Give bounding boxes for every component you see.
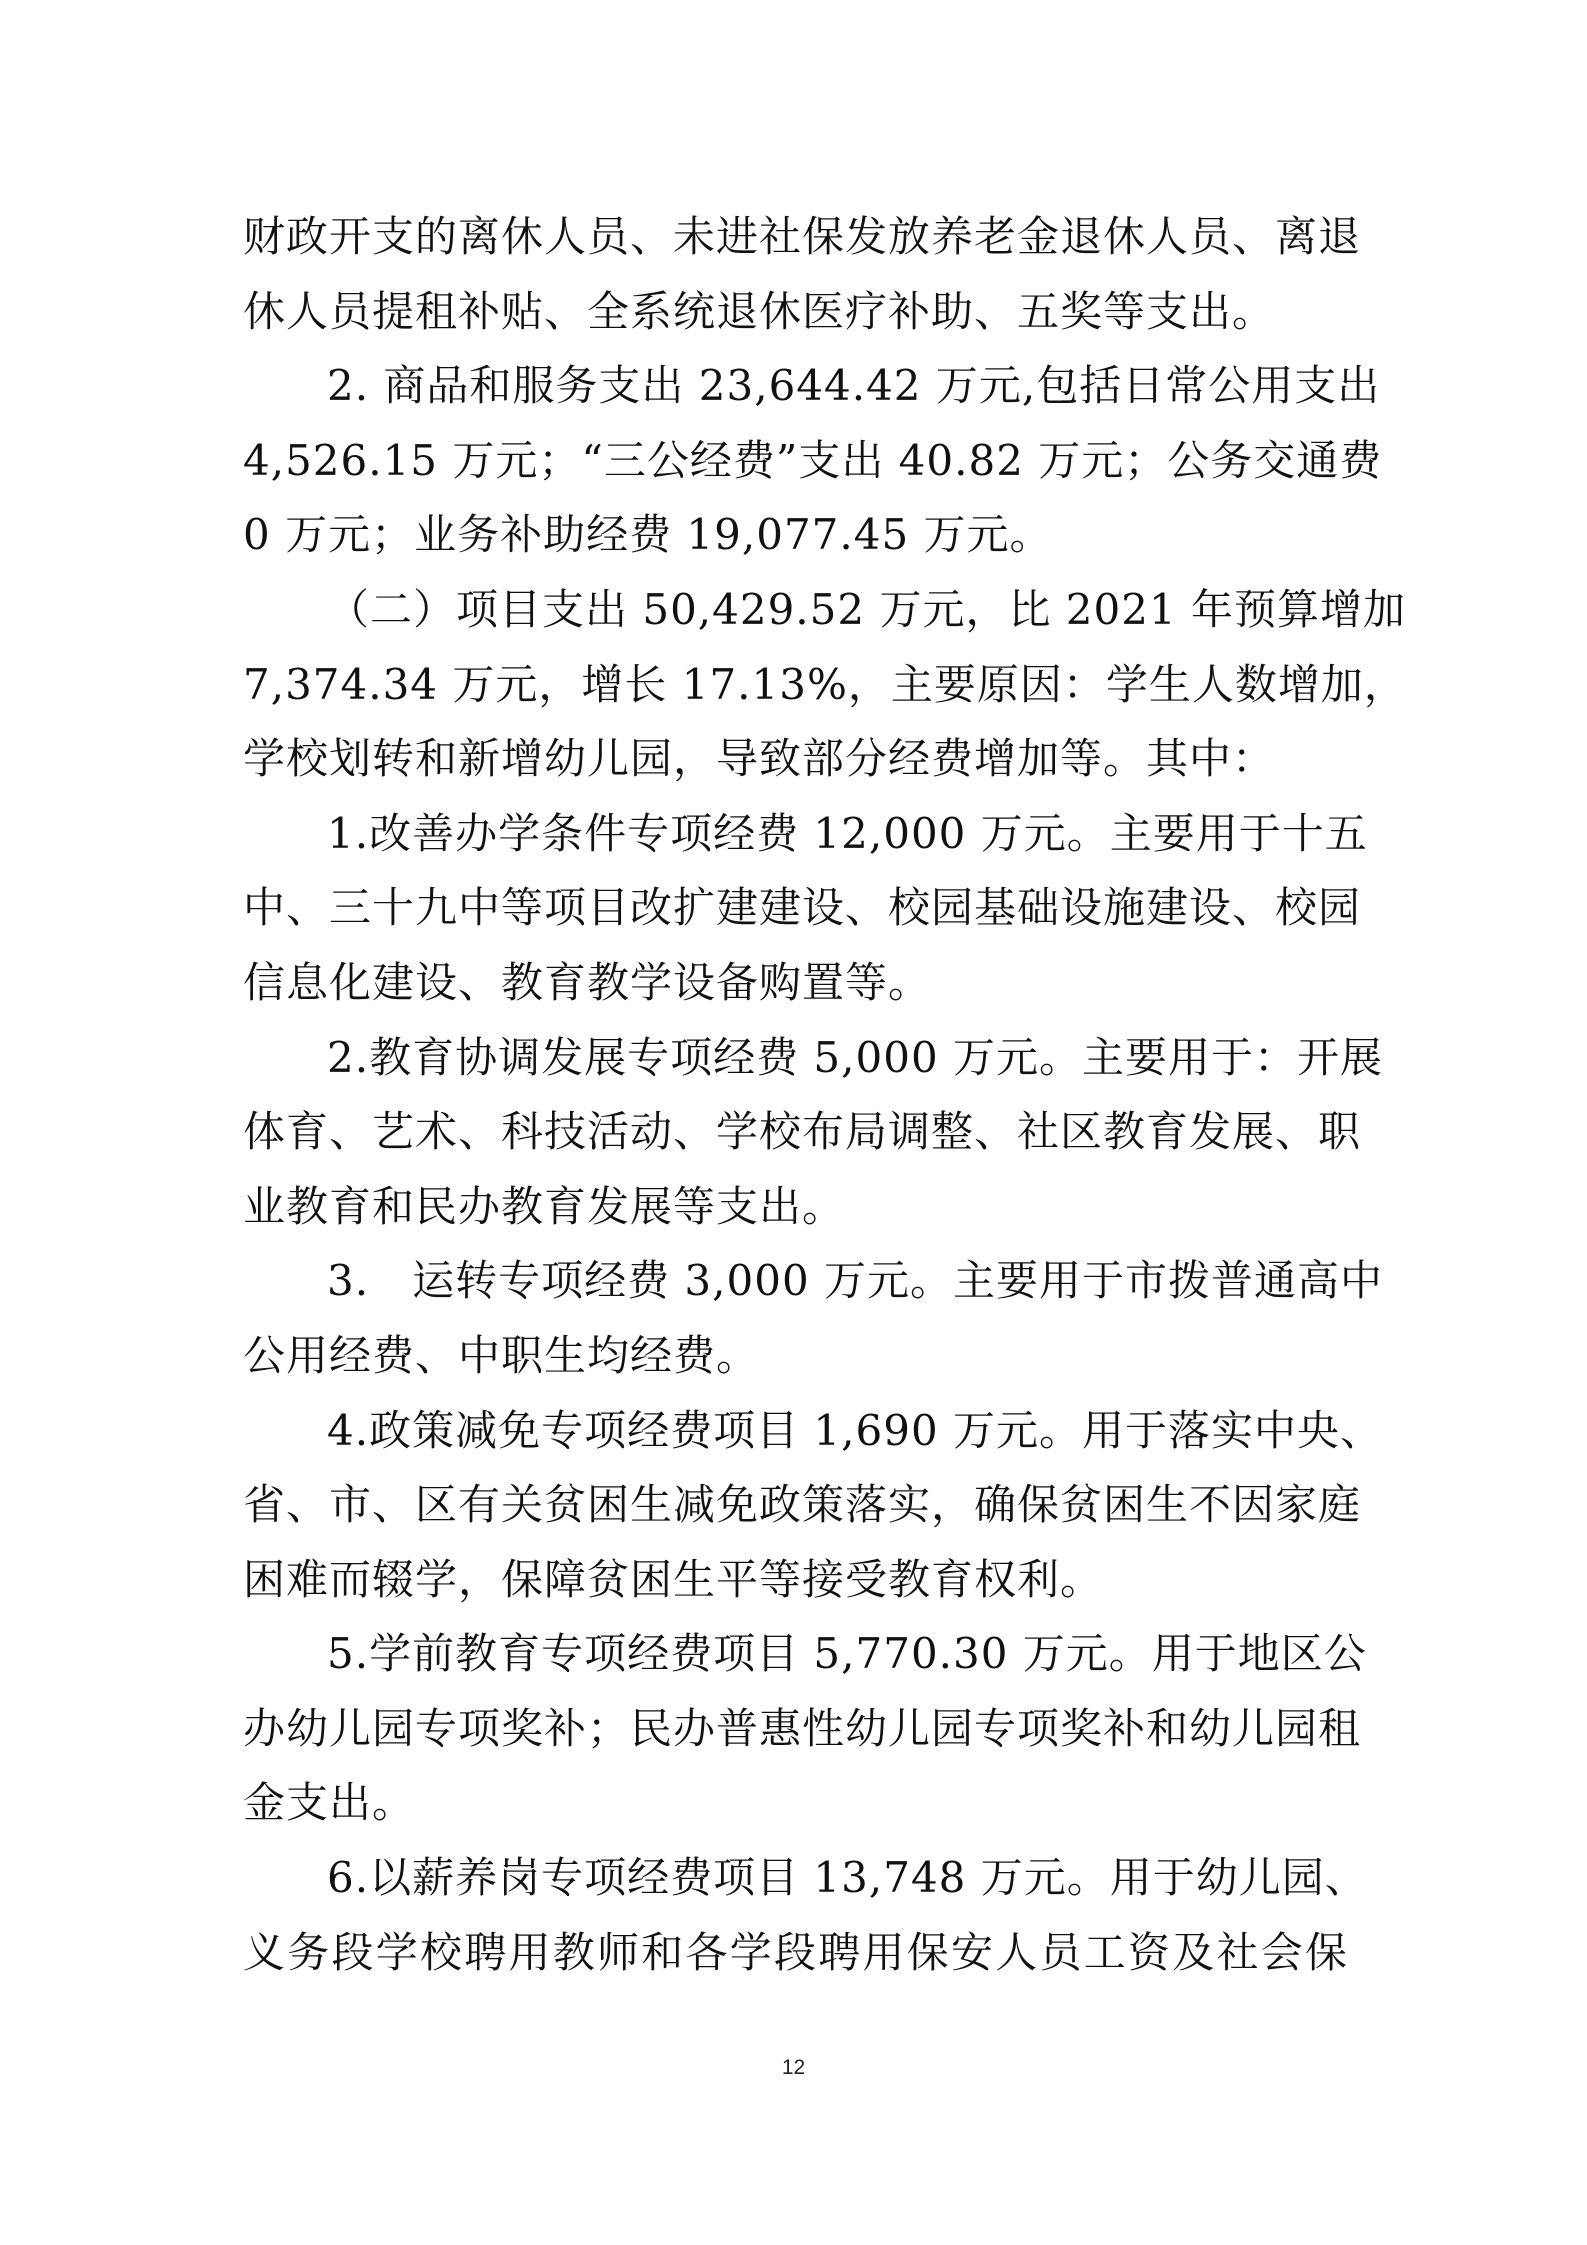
text-line: 公用经费、中职生均经费。 — [243, 1330, 760, 1380]
text-line: 义务段学校聘用教师和各学段聘用保安人员工资及社会保 — [243, 1927, 1348, 1977]
text-line: 休人员提租补贴、全系统退休医疗补助、五奖等支出。 — [243, 286, 1276, 336]
text-line: 5.学前教育专项经费项目 5,770.30 万元。用于地区公 — [327, 1629, 1367, 1679]
text-line: 学校划转和新增幼儿园，导致部分经费增加等。其中： — [243, 734, 1276, 784]
body-text — [243, 200, 1407, 1990]
text-line: 办幼儿园专项奖补；民办普惠性幼儿园专项奖补和幼儿园租 — [243, 1703, 1362, 1753]
text-line: 金支出。 — [243, 1778, 416, 1828]
text-line: （二）项目支出 50,429.52 万元，比 2021 年预算增加 — [327, 584, 1407, 634]
text-line: 省、市、区有关贫困生减免政策落实，确保贫困生不因家庭 — [243, 1480, 1362, 1530]
text-line: 7,374.34 万元，增长 17.13%，主要原因：学生人数增加， — [243, 659, 1407, 709]
text-line: 财政开支的离休人员、未进社保发放养老金退休人员、离退 — [243, 212, 1362, 261]
text-line: 2. 商品和服务支出 23,644.42 万元,包括日常公用支出 — [327, 361, 1381, 411]
text-line: 体育、艺术、科技活动、学校布局调整、社区教育发展、职 — [243, 1107, 1362, 1157]
text-line: 信息化建设、教育教学设备购置等。 — [243, 957, 932, 1007]
text-line: 4,526.15 万元；“三公经费”支出 40.82 万元；公务交通费 — [243, 435, 1383, 485]
text-line: 业教育和民办教育发展等支出。 — [243, 1181, 846, 1231]
text-line: 中、三十九中等项目改扩建建设、校园基础设施建设、校园 — [243, 883, 1362, 933]
text-line: 4.政策减免专项经费项目 1,690 万元。用于落实中央、 — [327, 1405, 1384, 1455]
text-line: 1.改善办学条件专项经费 12,000 万元。主要用于十五 — [327, 808, 1368, 858]
text-line: 3. 运转专项经费 3,000 万元。主要用于市拨普通高中 — [327, 1256, 1384, 1306]
text-line: 6.以薪养岗专项经费项目 13,748 万元。用于幼儿园、 — [327, 1853, 1368, 1903]
text-line: 困难而辍学，保障贫困生平等接受教育权利。 — [243, 1554, 1104, 1604]
page-number: 12 — [781, 2056, 806, 2079]
text-line: 0 万元；业务补助经费 19,077.45 万元。 — [243, 510, 1053, 560]
text-line: 2.教育协调发展专项经费 5,000 万元。主要用于：开展 — [327, 1032, 1384, 1082]
